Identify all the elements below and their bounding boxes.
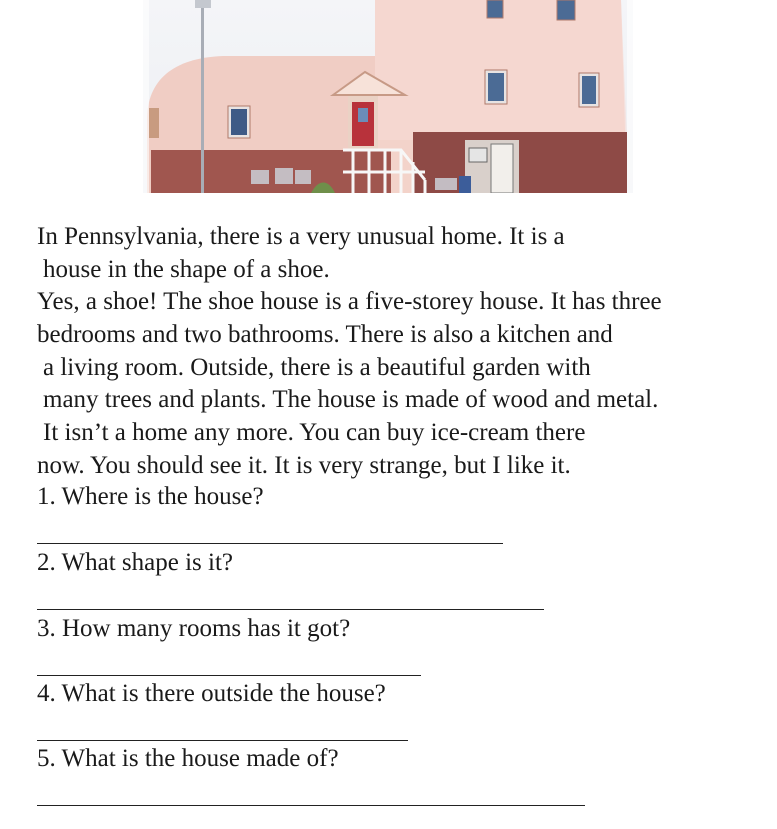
answer-line-4[interactable] <box>37 740 408 741</box>
reading-passage <box>37 221 747 483</box>
shoe-house-photo <box>143 0 633 193</box>
question-2: 2. What shape is it? <box>37 549 234 576</box>
passage-line: house in the shape of a shoe. <box>43 255 330 283</box>
question-4: 4. What is there outside the house? <box>37 680 386 707</box>
passage-line: bedrooms and two bathrooms. There is also a kitchen and <box>37 321 613 349</box>
answer-line-5[interactable] <box>37 805 585 806</box>
question-3: 3. How many rooms has it got? <box>37 615 351 642</box>
passage-line: Yes, a shoe! The shoe house is a five-storey house. It has three <box>37 288 662 316</box>
question-1: 1. Where is the house? <box>37 483 264 510</box>
passage-line: many trees and plants. The house is made of wood and metal. <box>43 386 659 414</box>
passage-line: a living room. Outside, there is a beautiful garden with <box>43 353 591 381</box>
answer-line-1[interactable] <box>37 543 503 544</box>
passage-line: It isn’t a home any more. You can buy ice-cream there <box>43 419 586 447</box>
passage-line <box>37 221 671 254</box>
passage-line-text: In Pennsylvania, there is a very unusual home. It is a <box>37 223 565 250</box>
question-5: 5. What is the house made of? <box>37 745 339 772</box>
answer-line-3[interactable] <box>37 675 421 676</box>
answer-line-2[interactable] <box>37 609 544 610</box>
passage-line: now. You should see it. It is very strange, but I like it. <box>37 451 571 479</box>
